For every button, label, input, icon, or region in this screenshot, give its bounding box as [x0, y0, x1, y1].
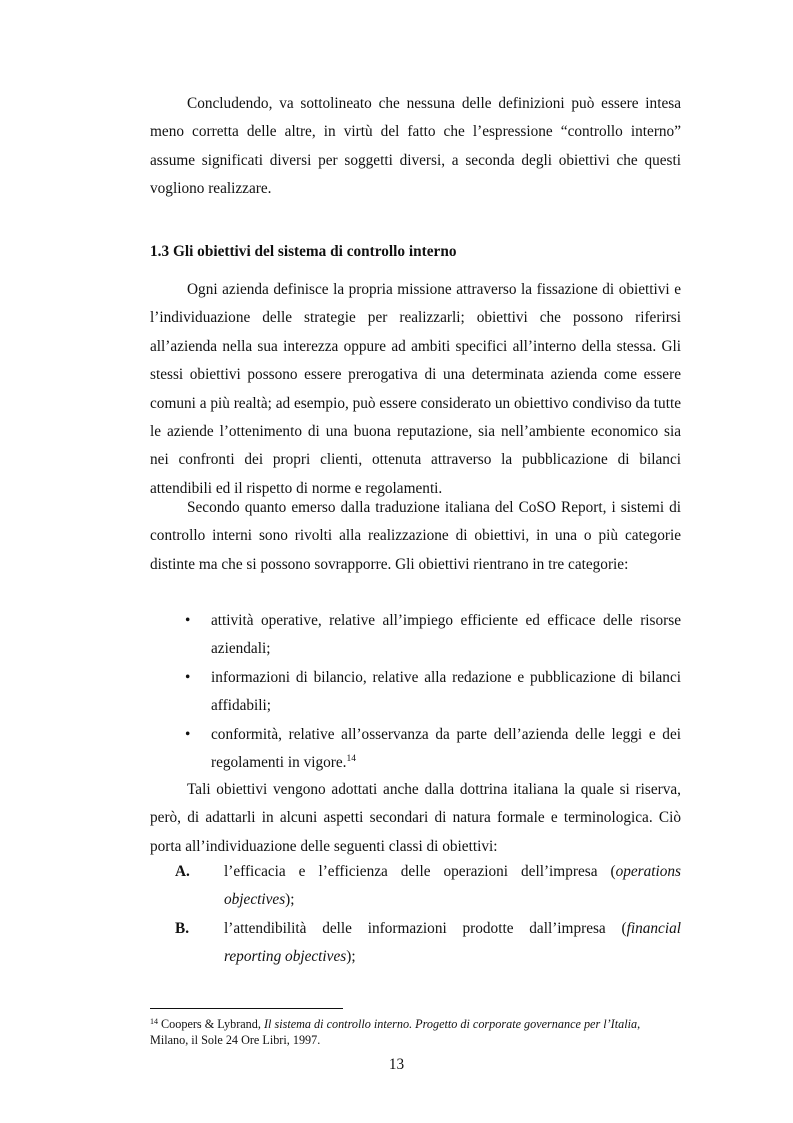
footnote-author: Coopers & Lybrand,	[158, 1017, 264, 1031]
bullet-icon: •	[185, 612, 191, 629]
item-italic-term: financial reporting objectives	[224, 919, 681, 966]
paragraph-italian-doctrine: Tali obiettivi vengono adottati anche dalla dottrina italiana la quale si riserva, però, di adattarli in alcuni aspetti secondari di natura formale e terminologica. Ciò porta all’individuazione delle seguenti classi di obiettivi:	[150, 781, 681, 855]
bullet-text: attività operative, relative all’impiego efficiente ed efficace delle risorse aziendali;	[211, 612, 681, 658]
bullet-item	[150, 721, 681, 778]
footnote-ref[interactable]: 14	[346, 754, 357, 765]
item-text: l’attendibilità delle informazioni prodotte dall’impresa (	[224, 919, 627, 937]
footnote	[150, 1016, 681, 1049]
lettered-objectives-list	[150, 858, 681, 972]
footnote-publication: , Milano, il Sole 24 Ore Libri, 1997.	[150, 1017, 641, 1048]
lettered-item	[150, 858, 681, 915]
item-letter: B.	[175, 919, 190, 937]
item-text-after: );	[346, 948, 356, 966]
bullet-item	[150, 607, 681, 664]
item-italic-term: operations objectives	[224, 863, 681, 909]
paragraph-objectives-definition: Ogni azienda definisce la propria missione attraverso la fissazione di obiettivi e l’individuazione delle strategie per realizzarli; obiettivi che possono riferirsi all’azienda nella sua interezza oppure ad ambiti specifici all’interno della stessa. Gli stessi obiettivi possono essere prerogativa di una determinata azienda come essere comuni a più realtà; ad esempio, può essere considerato un obiettivo condiviso da tutte le aziende l’ottenimento di una buona reputazione, sia nell’ambiente economico sia nei confronti dei propri clienti, ottenuta attraverso la pubblicazione di bilanci attendibili ed il rispetto di norme e regolamenti.	[150, 281, 681, 497]
bullet-icon: •	[185, 668, 191, 686]
paragraph-coso-report: Secondo quanto emerso dalla traduzione italiana del CoSO Report, i sistemi di controllo interni sono rivolti alla realizzazione di obiettivi, in una o più categorie distinte ma che si possono sovrapporre. Gli obiettivi rientrano in tre categorie:	[150, 499, 681, 573]
item-text: l’efficacia e l’efficienza delle operazioni dell’impresa (	[224, 863, 616, 880]
section-heading: 1.3 Gli obiettivi del sistema di controllo interno	[150, 243, 457, 260]
item-letter: A.	[175, 863, 190, 880]
lettered-item	[150, 915, 681, 972]
intro-paragraph: Concludendo, va sottolineato che nessuna delle definizioni può essere intesa meno corretta delle altre, in virtù del fatto che l’espressione “controllo interno” assume significati diversi per soggetti diversi, a seconda degli obiettivi che questi vogliono realizzare.	[150, 95, 681, 198]
bullet-icon: •	[185, 725, 191, 743]
bullet-text: informazioni di bilancio, relative alla redazione e pubblicazione di bilanci affidabili;	[211, 668, 681, 715]
bullet-text: conformità, relative all’osservanza da parte dell’azienda delle leggi e dei regolamenti in vigore.	[211, 725, 681, 772]
objectives-bullet-list	[150, 607, 681, 777]
footnote-number: 14	[150, 1017, 158, 1026]
footnote-title: Il sistema di controllo interno. Progetto di corporate governance per l’Italia	[263, 1017, 638, 1031]
page-number: 13	[388, 1056, 405, 1073]
bullet-item	[150, 664, 681, 721]
item-text-after: );	[285, 891, 295, 909]
footnote-divider	[150, 1008, 343, 1009]
